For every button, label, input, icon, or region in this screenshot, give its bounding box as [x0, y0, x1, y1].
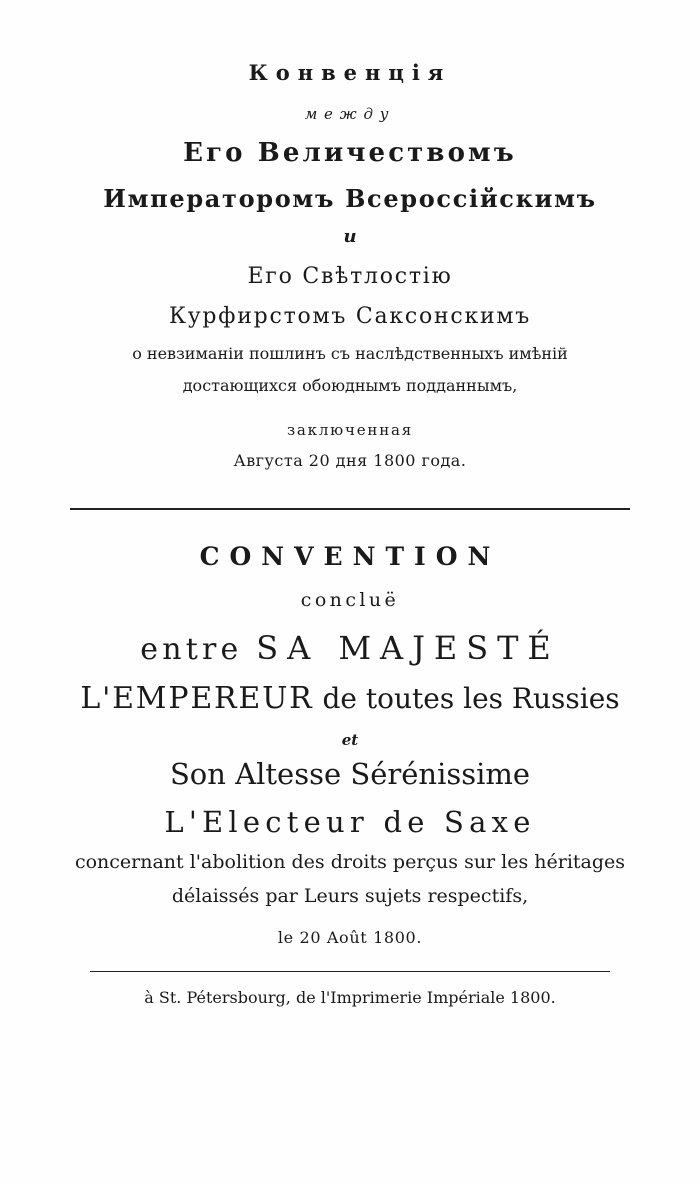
ru-his-highness: Его Свѣтлостію [247, 264, 453, 289]
ru-emperor: Императоромъ Всероссійскимъ [103, 184, 597, 213]
fr-conclue: concluë [300, 589, 400, 611]
fr-between-majesty [40, 629, 660, 667]
fr-sa-majeste: SA MAJESTÉ [256, 629, 560, 667]
imprint: à St. Pétersbourg, de l'Imprimerie Impériale 1800. [144, 988, 556, 1007]
fr-emperor-line [40, 681, 660, 716]
ru-and: и [343, 226, 357, 247]
ru-concluded: заключенная [286, 421, 414, 439]
ru-his-majesty: Его Величествомъ [183, 138, 517, 168]
fr-altesse: Son Altesse Sérénissime [169, 757, 531, 791]
fr-and: et [341, 731, 359, 749]
fr-entre: entre [140, 632, 243, 667]
ru-elector: Курфирстомъ Саксонскимъ [168, 304, 532, 329]
ru-title: Конвенція [248, 60, 452, 85]
fr-concernant: concernant l'abolition des droits perçus sur les héritages [74, 851, 626, 873]
section-divider [70, 508, 630, 510]
fr-date: le 20 Août 1800. [277, 928, 423, 947]
ru-date: Августа 20 дня 1800 года. [233, 451, 467, 470]
ru-between: между [304, 105, 396, 123]
fr-de-toutes: de toutes les Russies [322, 682, 620, 715]
fr-electeur: L'Electeur de Saxe [164, 805, 536, 839]
ru-subject-line1: о невзиманіи пошлинъ съ наслѣдственныхъ имѣній [132, 344, 568, 363]
fr-empereur: L'EMPEREUR [80, 681, 314, 716]
fr-title: CONVENTION [199, 542, 501, 571]
fr-delaisses: délaissés par Leurs sujets respectifs, [171, 885, 529, 907]
ru-subject-line2: достающихся обоюднымъ подданнымъ, [182, 376, 518, 395]
imprint-divider [90, 971, 610, 972]
